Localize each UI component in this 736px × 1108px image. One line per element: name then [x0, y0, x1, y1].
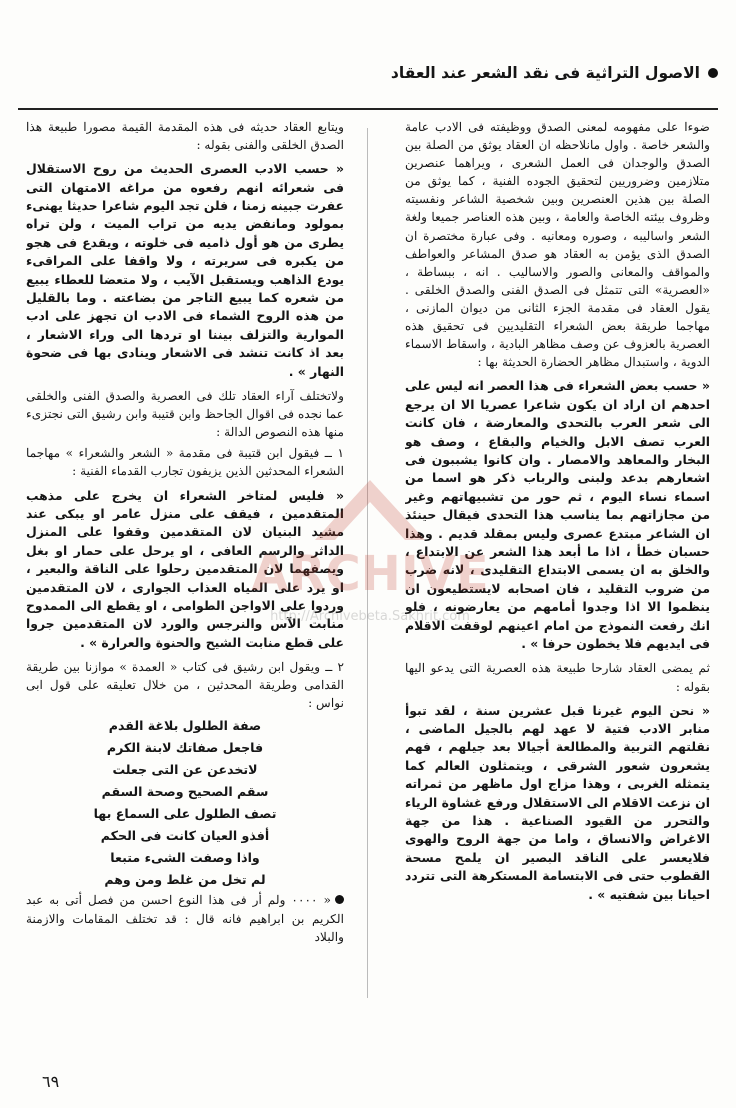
verse-line: فاجعل صفاتك لابنة الكرم: [106, 740, 264, 756]
running-header: [18, 58, 718, 88]
header-rule: [18, 108, 718, 110]
header-bullet-icon: [708, 68, 718, 78]
column-divider: [367, 128, 368, 998]
paragraph-text: « ٠٠٠٠ ولم أر فى هذا النوع احسن من فصل أتى به عبد الكريم بن ابراهيم فانه قال : قد تختلف المقامات والازمنة والبلاد: [26, 893, 344, 944]
verse-line: صفة الطلول بلاغة القدم: [108, 718, 262, 734]
page-number: ٦٩: [42, 1072, 60, 1091]
verse-line: أفذو العيان كانت فى الحكم: [100, 828, 270, 844]
poem-verses: [26, 715, 344, 891]
section-bullet-icon: [335, 895, 344, 904]
quote-block: « حسب بعض الشعراء فى هذا العصر انه ليس على احدهم ان اراد ان يكون شاعرا عصريا الا ان يرجع الى شعر العرب بالتحدى والمعارضة ، فان كانت العرب تصف الابل والخيام والبقاع ، وصف هو البخار والمعاهد والامصار . وان كانوا يشببون فى اشعارهم بدعد ولبنى والرباب ذكر هو اسما من اسماء نساء اليوم ، ثم حور من تشبيهاتهم وغير من مجازاتهم بما يناسب هذا التحدى فيقال حينئذ ان الشاعر مبتدع عصرى وليس بمقلد قديم . وهذا حسبان خطأ ، اذا ما أبعد هذا الشعر عن الابتداع ، والخلق به ان يسمى الابتداع التقليدى ، لانه ضرب من ضروب التقليد ، فان اصحابه لايستطيعون ان ينظموا الا اذا وجدوا أمامهم من يعارضونه ، فلو انك رفعت النموذج من امام اعينهم لوقفت الاقلام فى ايديهم فلا يخطون حرفا » .: [405, 378, 710, 651]
right-column: [405, 118, 710, 1036]
verse-line: لم تخل من غلط ومن وهم: [104, 872, 266, 888]
quote-block: « حسب الادب العصرى الحديث من روح الاستقلال فى شعرائه انهم رفعوه من مراغه الامتهان التى عفرت جبينه زمنا ، فلن تجد اليوم شاعرا حديثا يهنىء بمولود ومانفض يديه من تراب الميت ، ولن تراه يطرى من هو أول ذاميه فى خلوته ، ويقدع فى هجو من يكبره فى سريرته ، ولا واقفا على المراقىء يودع الذاهب ويستقبل الآيب ، ولا متعضا للعطاء يبيع من شعره كما يبيع التاجر من بضاعته . وما بالقليل من هذه الروح الشماء فى الادب ان تجهز على ادب الموارية والتزلف بيننا او تردها الى وراء الاشعار ، بعد اذ كانت تنشد فى الاشعار وينادى بها فى ضحوة النهار » .: [26, 161, 344, 379]
paragraph: ضوءا على مفهومه لمعنى الصدق ووظيفته فى الادب عامة والشعر خاصة . واول مانلاحظه ان العقاد يوثق من الصلة بين الصدق والوجدان فى العمل الشعرى ، ويراهما عنصرين متلازمين وضروريين لتحقيق الجوده الفنية ، كما يوثق من الصلة بين هذين العنصرين وبين شخصية الشاعر ونفسيته وظروف بيئته الخاصة والعامة ، وبين هذه العناصر جميعا ولغة الشعر واساليبه ، وصوره ومعانيه . وفى عبارة مختصرة ان الصدق الذى يؤمن به العقاد هو صدق المشاعر والعواطف والمواقف والمعانى والصور والاساليب . انه ، ببساطة ، «العصرية» التى تتمثل فى الصدق الفنى والصدق الخلقى . يقول العقاد فى مقدمة الجزء الثانى من ديوان المازنى ، مهاجما طريقة بعض الشعراء التقليديين فى تحقيق هذه العصرية بالعزوف عن وصف مظاهر البادية ، واسقاط الاسماء الدوية ، واستبدال مظاهر الحضارة الحديثة بها :: [405, 120, 710, 370]
verse-line: لاتخدعن عن التى جعلت: [112, 762, 258, 778]
paragraph: ويتابع العقاد حديثه فى هذه المقدمة القيمة مصورا طبيعة هذا الصدق الخلقى والفنى بقوله :: [26, 120, 344, 153]
verse-line: تصف الطلول على السماع بها: [93, 806, 277, 822]
quote-block: « فليس لمتاخر الشعراء ان يخرج على مذهب المتقدمين ، فيقف على منزل عامر او يبكى عند مشيد البنيان لان المتقدمين وقفوا على المنزل الداثر والرسم العافى ، او يرحل على حمار او بغل ويصفهما لان المتقدمين رحلوا على الناقة والبعير ، او يرد على المياه العذاب الجوارى ، لان المتقدمين وردوا على الاواجن الطوامى ، او يقطع الى الممدوح منابت الآس والنرجس والورد لان المتقدمين جروا على قطع منابت الشيح والحنوة والعرارة » .: [26, 487, 344, 650]
quote-block: « نحن اليوم غيرنا قبل عشرين سنة ، لقد تبوأ منابر الادب فتية لا عهد لهم بالجيل الماضى ، نقلتهم التربية والمطالعة أجيالا بعد جيلهم ، فهم يشعرون شعور الشرقى ، ويتمثلون العالم كما يتمثله الغربى ، وهذا مزاج اول ماظهر من ثمراته ان نزعت الاقلام الى الاستقلال ورفع غشاوة الرياء والتحرر من القيود الصناعية . هذا من جهة الاغراض والانساق ، واما من جهة الروح والهوى فلايعسر على الناقد البصير ان يلمح مسحة القطوب حتى فى الابتسامة المستكرهة التى تتردد احيانا بين شفتيه » .: [405, 702, 710, 902]
paragraph-with-bullet: [26, 891, 344, 945]
watermark-text: ARCHIVE: [251, 546, 489, 602]
paragraph: ولاتختلف آراء العقاد تلك فى العصرية والصدق الفنى والخلقى عما نجده فى اقوال الجاحظ وابن قتيبة وابن رشيق التى نجتزىء منها هذه النصوص الدالة :: [26, 389, 344, 440]
watermark-url: http://Archivebeta.Sakhrit.com: [270, 609, 470, 624]
verse-line: سقم الصحيح وصحة السقم: [101, 784, 269, 800]
paragraph: ٢ ــ ويقول ابن رشيق فى كتاب « العمدة » موازنا بين طريقة القدامى وطريقة المحدثين ، من خلال تعليقه على قول ابى نواس :: [26, 660, 344, 711]
paragraph: ثم يمضى العقاد شارحا طبيعة هذه العصرية التى يدعو اليها بقوله :: [405, 661, 710, 694]
verse-line: واذا وصفت الشىء متبعا: [110, 850, 260, 866]
left-column: [26, 118, 344, 1023]
header-title: الاصول التراثية فى نقد الشعر عند العقاد: [390, 64, 700, 82]
paragraph: ١ ــ فيقول ابن قتيبة فى مقدمة « الشعر والشعراء » مهاجما الشعراء المحدثين الذين يزيفون تجارب القدماء الفنية :: [26, 446, 344, 479]
